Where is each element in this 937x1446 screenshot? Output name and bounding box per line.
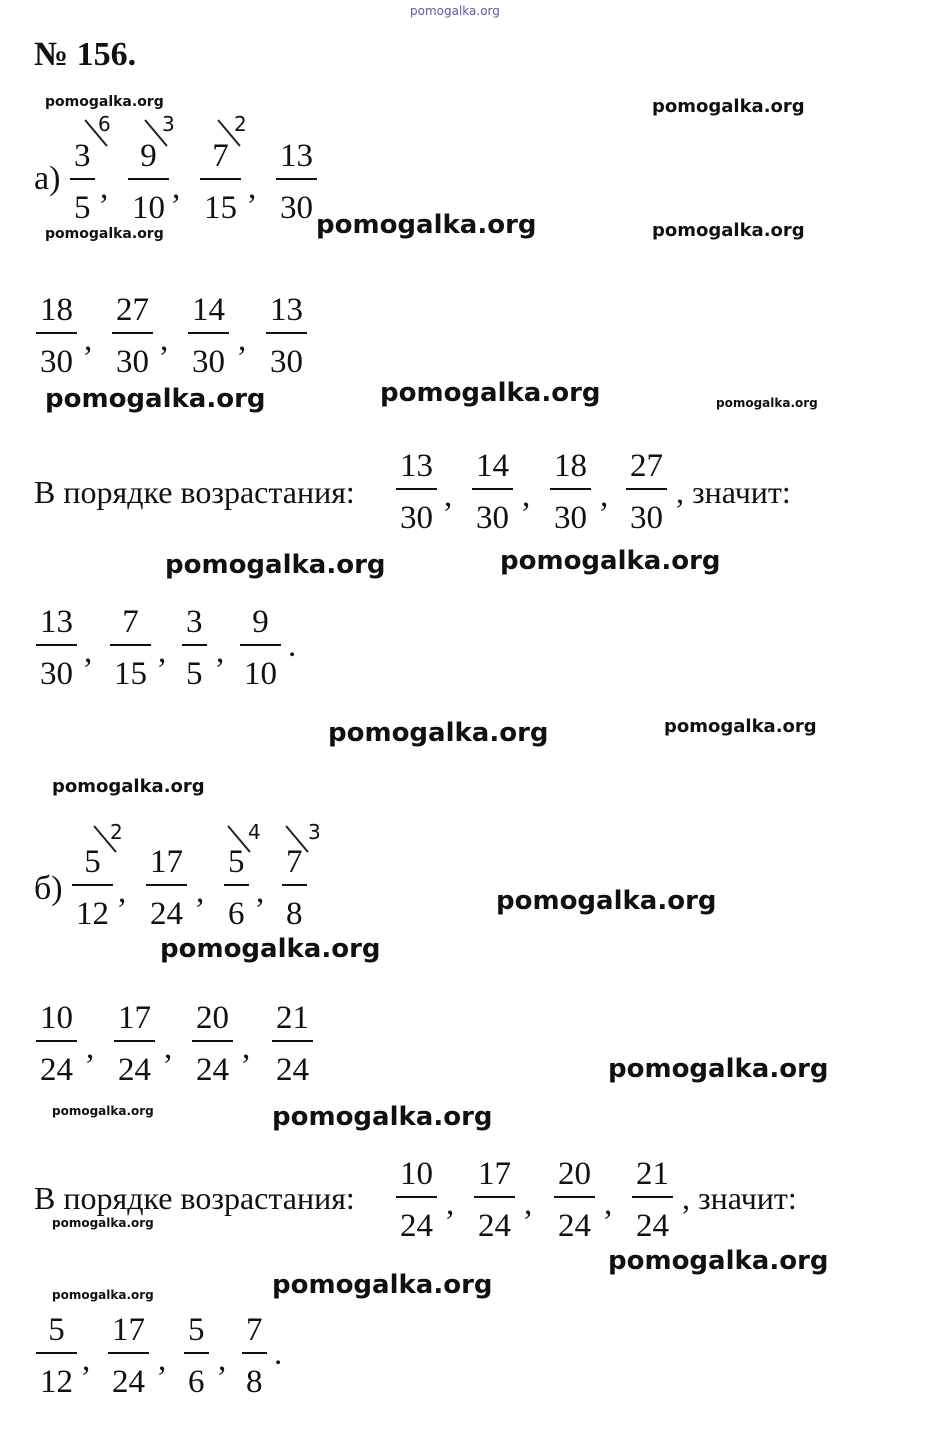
comma: , bbox=[118, 874, 127, 910]
fraction: 9 10 bbox=[128, 140, 169, 228]
comma: , bbox=[172, 170, 181, 206]
watermark: pomogalka.org bbox=[716, 396, 818, 410]
comma: , bbox=[158, 634, 167, 670]
fraction: 20 24 bbox=[554, 1158, 595, 1246]
part-b-label: б) bbox=[34, 870, 63, 907]
comma: , bbox=[218, 1342, 227, 1378]
watermark: pomogalka.org bbox=[45, 226, 164, 242]
comma: , bbox=[196, 874, 205, 910]
fraction: 7 15 bbox=[110, 606, 151, 694]
comma: , bbox=[444, 478, 453, 514]
period: . bbox=[274, 1336, 283, 1372]
watermark: pomogalka.org bbox=[652, 220, 805, 241]
comma: , bbox=[238, 322, 247, 358]
factor-mark: 2 bbox=[110, 820, 123, 844]
fraction: 13 30 bbox=[266, 294, 307, 382]
fraction: 7 8 bbox=[282, 846, 307, 934]
fraction: 21 24 bbox=[272, 1002, 313, 1090]
fraction: 17 24 bbox=[146, 846, 187, 934]
comma: , bbox=[248, 170, 257, 206]
fraction: 17 24 bbox=[108, 1314, 149, 1402]
period: . bbox=[288, 628, 297, 664]
fraction: 13 30 bbox=[36, 606, 77, 694]
watermark: pomogalka.org bbox=[52, 776, 205, 797]
factor-mark: 4 bbox=[248, 820, 261, 844]
fraction: 5 6 bbox=[184, 1314, 209, 1402]
watermark: pomogalka.org bbox=[496, 886, 717, 916]
watermark: pomogalka.org bbox=[316, 210, 537, 240]
comma: , bbox=[158, 1342, 167, 1378]
watermark: pomogalka.org bbox=[652, 96, 805, 117]
fraction: 13 30 bbox=[396, 450, 437, 538]
watermark: pomogalka.org bbox=[52, 1104, 154, 1118]
comma: , bbox=[242, 1030, 251, 1066]
fraction: 7 8 bbox=[242, 1314, 267, 1402]
part-a-label: а) bbox=[34, 160, 61, 197]
watermark: pomogalka.org bbox=[45, 384, 266, 414]
fraction: 5 12 bbox=[36, 1314, 77, 1402]
comma: , bbox=[524, 1186, 533, 1222]
fraction: 5 12 bbox=[72, 846, 113, 934]
watermark: pomogalka.org bbox=[45, 94, 164, 110]
watermark: pomogalka.org bbox=[272, 1270, 493, 1300]
fraction: 14 30 bbox=[472, 450, 513, 538]
fraction: 3 5 bbox=[70, 140, 95, 228]
comma: , bbox=[160, 322, 169, 358]
fraction: 14 30 bbox=[188, 294, 229, 382]
problem-title: № 156. bbox=[34, 36, 137, 73]
order-text: В порядке возрастания: bbox=[34, 474, 355, 510]
comma: , bbox=[86, 1030, 95, 1066]
factor-mark: 3 bbox=[162, 112, 175, 136]
fraction: 13 30 bbox=[276, 140, 317, 228]
watermark: pomogalka.org bbox=[160, 934, 381, 964]
fraction: 17 24 bbox=[474, 1158, 515, 1246]
factor-mark: 2 bbox=[234, 112, 247, 136]
fraction: 18 30 bbox=[550, 450, 591, 538]
watermark-top: pomogalka.org bbox=[410, 4, 500, 18]
watermark: pomogalka.org bbox=[272, 1102, 493, 1132]
watermark: pomogalka.org bbox=[52, 1216, 154, 1230]
fraction: 21 24 bbox=[632, 1158, 673, 1246]
comma: , bbox=[446, 1186, 455, 1222]
comma: , bbox=[600, 478, 609, 514]
watermark: pomogalka.org bbox=[328, 718, 549, 748]
fraction: 17 24 bbox=[114, 1002, 155, 1090]
watermark: pomogalka.org bbox=[500, 546, 721, 576]
comma: , bbox=[164, 1030, 173, 1066]
order-text: В порядке возрастания: bbox=[34, 1180, 355, 1216]
watermark: pomogalka.org bbox=[608, 1054, 829, 1084]
watermark: pomogalka.org bbox=[380, 378, 601, 408]
fraction: 5 6 bbox=[224, 846, 249, 934]
fraction: 9 10 bbox=[240, 606, 281, 694]
comma: , bbox=[100, 170, 109, 206]
fraction: 27 30 bbox=[626, 450, 667, 538]
watermark: pomogalka.org bbox=[608, 1246, 829, 1276]
fraction: 20 24 bbox=[192, 1002, 233, 1090]
comma: , bbox=[604, 1186, 613, 1222]
comma: , bbox=[82, 1342, 91, 1378]
comma: , bbox=[84, 634, 93, 670]
watermark: pomogalka.org bbox=[52, 1288, 154, 1302]
conclusion-word: , значит: bbox=[676, 474, 791, 510]
conclusion-word: , значит: bbox=[682, 1180, 797, 1216]
watermark: pomogalka.org bbox=[664, 716, 817, 737]
comma: , bbox=[256, 874, 265, 910]
factor-mark: 6 bbox=[98, 112, 111, 136]
watermark: pomogalka.org bbox=[165, 550, 386, 580]
comma: , bbox=[216, 634, 225, 670]
fraction: 7 15 bbox=[200, 140, 241, 228]
fraction: 3 5 bbox=[182, 606, 207, 694]
comma: , bbox=[84, 322, 93, 358]
factor-mark: 3 bbox=[308, 820, 321, 844]
fraction: 18 30 bbox=[36, 294, 77, 382]
fraction: 10 24 bbox=[36, 1002, 77, 1090]
comma: , bbox=[522, 478, 531, 514]
fraction: 10 24 bbox=[396, 1158, 437, 1246]
fraction: 27 30 bbox=[112, 294, 153, 382]
